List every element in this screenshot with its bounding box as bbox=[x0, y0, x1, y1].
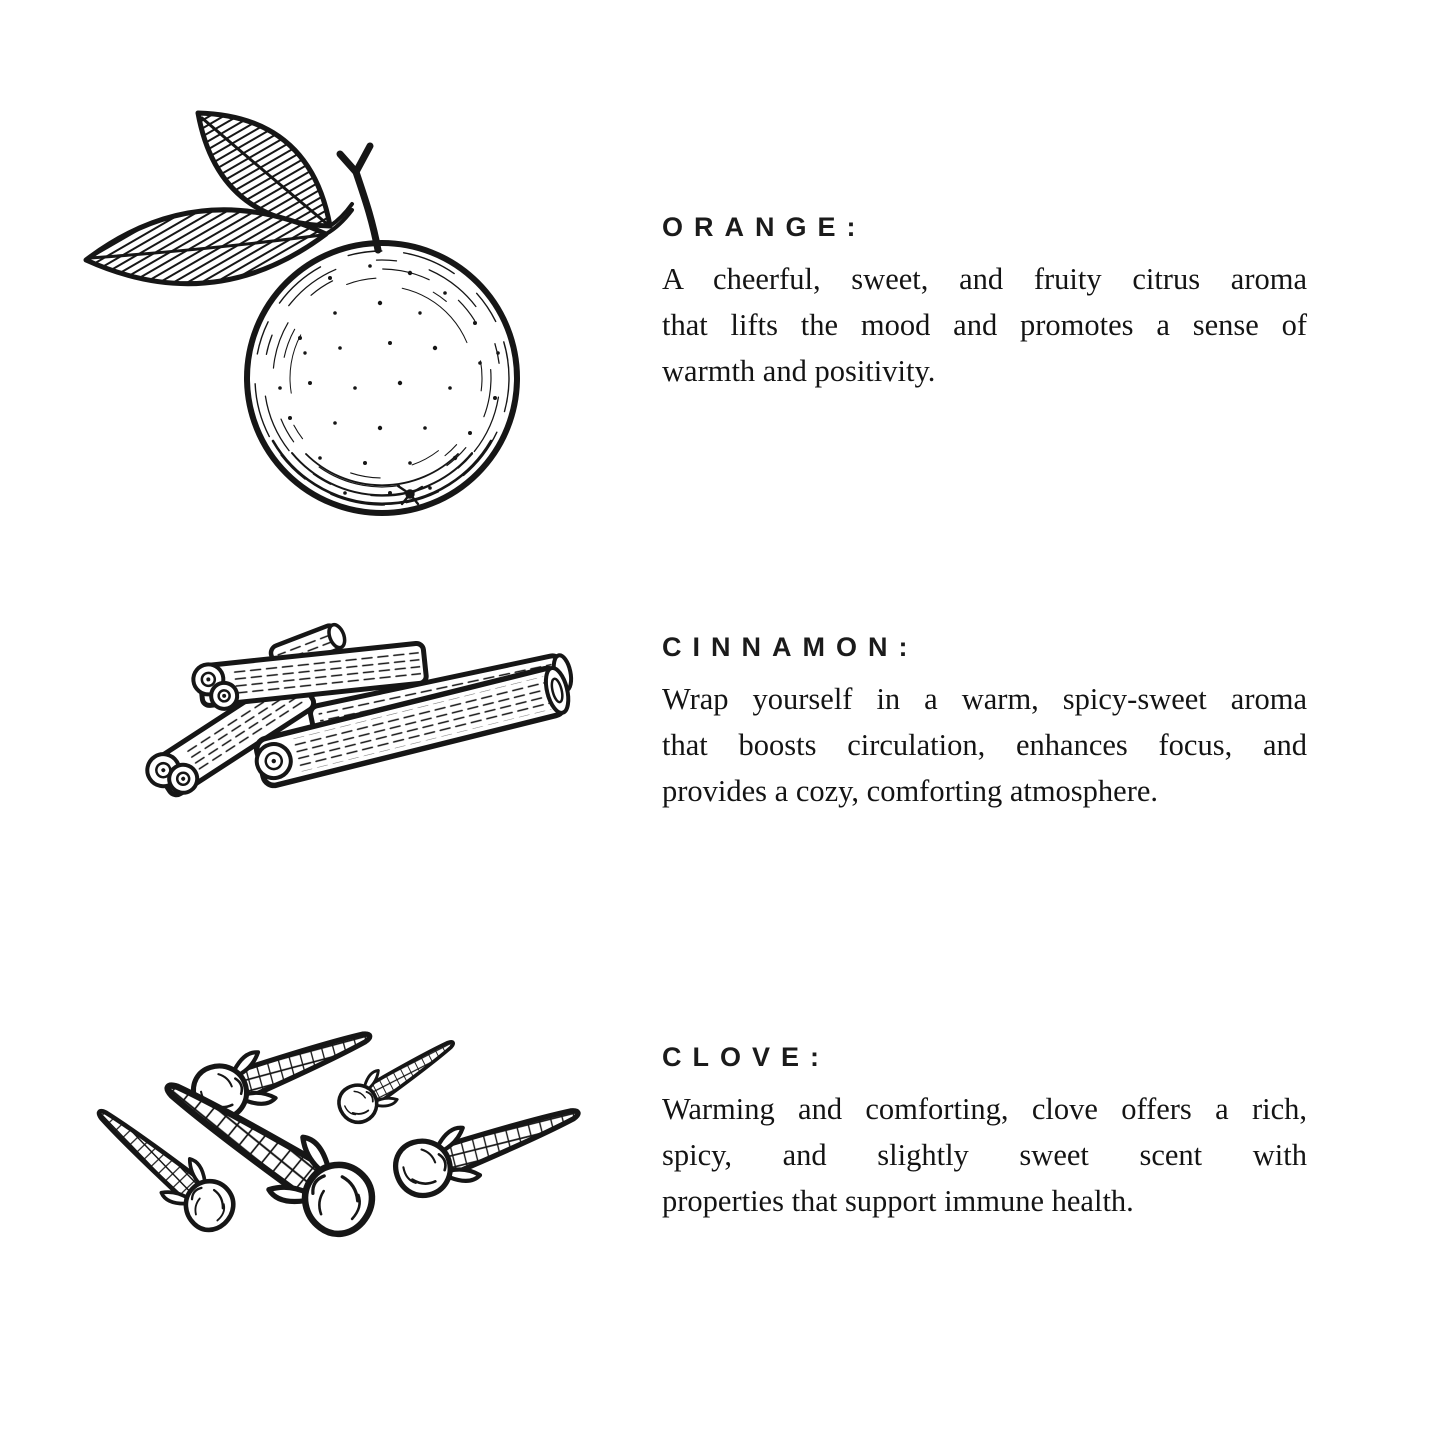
cloves-engraving-icon bbox=[88, 1008, 608, 1298]
orange-description-line: that lifts the mood and promotes a sense of bbox=[662, 308, 1307, 342]
cinnamon-illustration bbox=[108, 588, 608, 868]
cinnamon-description-line: Wrap yourself in a warm, spicy-sweet aroma bbox=[662, 682, 1307, 716]
orange-engraving-icon bbox=[80, 98, 570, 518]
cinnamon-description-line: provides a cozy, comforting atmosphere. bbox=[662, 774, 1159, 808]
orange-heading: ORANGE: bbox=[662, 212, 867, 242]
cinnamon-heading: CINNAMON: bbox=[662, 632, 919, 662]
clove-section bbox=[662, 1040, 1307, 1224]
clove-heading: CLOVE: bbox=[662, 1042, 831, 1072]
cinnamon-section bbox=[662, 630, 1307, 814]
orange-description-line: A cheerful, sweet, and fruity citrus aroma bbox=[662, 262, 1307, 296]
clove-description-line: Warming and comforting, clove offers a rich, bbox=[662, 1092, 1307, 1126]
cinnamon-sticks-engraving-icon bbox=[108, 588, 608, 868]
clove-description-line: spicy, and slightly sweet scent with bbox=[662, 1138, 1307, 1172]
clove-illustration bbox=[88, 1008, 608, 1298]
orange-section bbox=[662, 210, 1307, 394]
orange-illustration bbox=[80, 98, 570, 518]
clove-description-line: properties that support immune health. bbox=[662, 1184, 1134, 1218]
orange-description-line: warmth and positivity. bbox=[662, 354, 936, 388]
cinnamon-description-line: that boosts circulation, enhances focus, and bbox=[662, 728, 1307, 762]
